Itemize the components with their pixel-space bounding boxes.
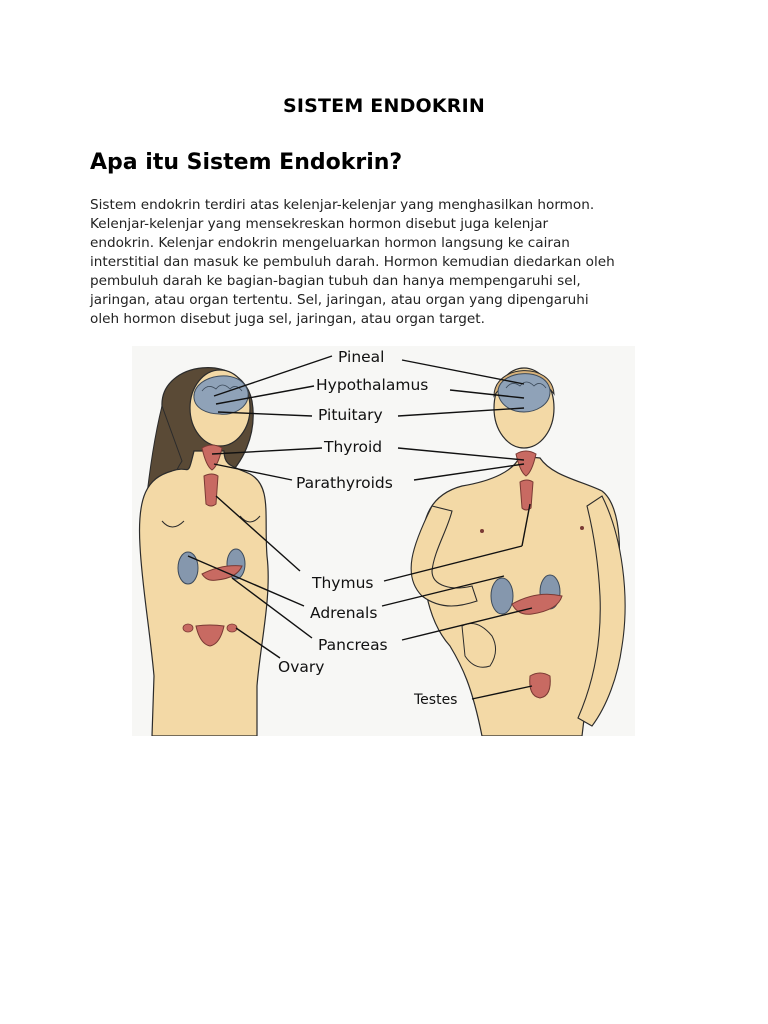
paragraph-line: endokrin. Kelenjar endokrin mengeluarkan hormon langsung ke cairan [90, 235, 570, 251]
male-thymus [520, 480, 533, 510]
section-heading: Apa itu Sistem Endokrin? [90, 150, 403, 175]
label-hypothalamus: Hypothalamus [316, 376, 429, 394]
male-brain [498, 374, 550, 412]
page-title: SISTEM ENDOKRIN [282, 95, 486, 117]
label-parathyroids: Parathyroids [296, 474, 393, 492]
label-thyroid: Thyroid [324, 438, 383, 456]
female-ovary-right [227, 624, 237, 632]
endocrine-figure [132, 346, 635, 736]
male-kidney-left [491, 578, 513, 614]
female-ovary-left [183, 624, 193, 632]
label-testes: Testes [414, 692, 458, 708]
paragraph-line: oleh hormon disebut juga sel, jaringan, atau organ target. [90, 311, 485, 327]
female-brain [194, 376, 248, 414]
female-kidney-left [178, 552, 198, 584]
male-figure [411, 368, 625, 736]
endocrine-diagram [132, 346, 635, 736]
female-thymus [204, 474, 218, 506]
paragraph-line: interstitial dan masuk ke pembuluh darah. Hormon kemudian diedarkan oleh [90, 254, 615, 270]
label-pituitary: Pituitary [318, 406, 383, 424]
paragraph-line: Sistem endokrin terdiri atas kelenjar-kelenjar yang menghasilkan hormon. [90, 197, 595, 213]
label-ovary: Ovary [278, 658, 325, 676]
body-paragraph [90, 196, 690, 329]
male-nipple-left [480, 529, 484, 533]
label-pineal: Pineal [338, 348, 385, 366]
paragraph-line: jaringan, atau organ tertentu. Sel, jaringan, atau organ yang dipengaruhi [90, 292, 589, 308]
label-adrenals: Adrenals [310, 604, 378, 622]
label-thymus: Thymus [312, 574, 374, 592]
paragraph-line: pembuluh darah ke bagian-bagian tubuh dan hanya mempengaruhi sel, [90, 273, 581, 289]
female-body [139, 451, 268, 736]
paragraph-line: Kelenjar-kelenjar yang mensekreskan hormon disebut juga kelenjar [90, 216, 549, 232]
male-testes [530, 673, 551, 698]
label-pancreas: Pancreas [318, 636, 388, 654]
male-nipple-right [580, 526, 584, 530]
female-figure [139, 368, 268, 736]
